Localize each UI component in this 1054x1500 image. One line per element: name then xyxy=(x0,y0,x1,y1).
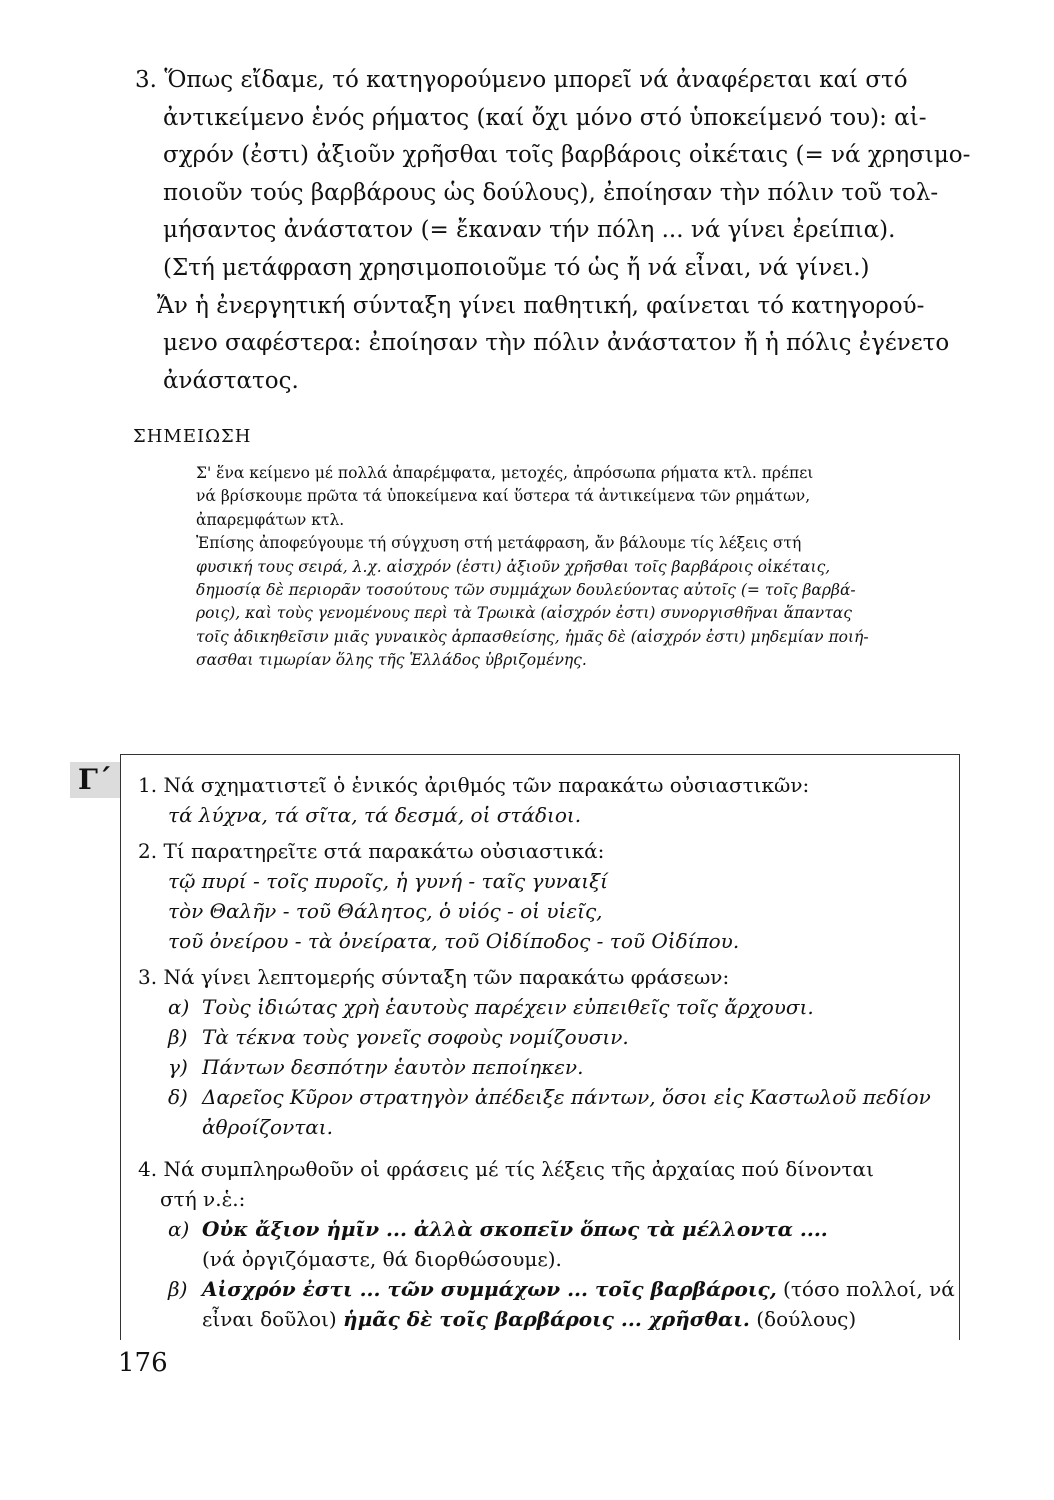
note-line: ροις), καὶ τοὺς γενομένους περὶ τὰ Τρωικὰ (αἰσχρόν ἐστι) συνοργισθῆναι ἅπαντας xyxy=(196,604,852,623)
exercise-title: 2. Τί παρατηρεῖτε στά παρακάτω οὐσιαστικά: xyxy=(138,839,605,863)
exercise-4 xyxy=(138,1154,955,1334)
exercise-title: 3. Νά γίνει λεπτομερής σύνταξη τῶν παρακάτω φράσεων: xyxy=(138,965,730,989)
item-label: α) xyxy=(168,1217,190,1241)
item-continuation: (νά ὀργιζόμαστε, θά διορθώσουμε). xyxy=(202,1247,562,1271)
text-line: μήσαντος ἀνάστατον (= ἔκαναν τήν πόλη ... νά γίνει ἐρείπια). xyxy=(163,217,896,244)
page-number: 176 xyxy=(118,1348,168,1378)
exercise-item xyxy=(138,1022,938,1052)
item-text: Πάντων δεσπότην ἑαυτὸν πεποίηκεν. xyxy=(202,1055,584,1079)
item-text: Τὰ τέκνα τοὺς γονεῖς σοφοὺς νομίζουσιν. xyxy=(202,1025,629,1049)
exercise-item xyxy=(138,1082,938,1112)
note-body xyxy=(196,462,976,673)
item-hint: (δούλους) xyxy=(756,1307,857,1331)
exercise-line: τά λύχνα, τά σῖτα, τά δεσμά, οἱ στάδιοι. xyxy=(168,803,582,827)
note-heading: ΣΗΜΕΙΩΣΗ xyxy=(133,426,252,447)
text-line: ἀντικείμενο ἑνός ρήματος (καί ὄχι μόνο στό ὑποκείμενό του): αἰ- xyxy=(163,104,927,131)
item-label: β) xyxy=(168,1277,188,1301)
item-hint: εἶναι δοῦλοι) xyxy=(202,1307,337,1331)
note-line: δημοσίᾳ δὲ περιορᾶν τοσούτους τῶν συμμάχων δουλεύοντας αὐτοῖς (= τοῖς βαρβά- xyxy=(196,581,856,600)
item-continuation: ἀθροίζονται. xyxy=(202,1115,333,1139)
item-label: γ) xyxy=(168,1055,188,1079)
item-continuation xyxy=(138,1304,938,1334)
text-line: Ἄν ἡ ἐνεργητική σύνταξη γίνει παθητική, φαίνεται τό κατηγορού- xyxy=(157,292,925,319)
note-line: νά βρίσκουμε πρῶτα τά ὑποκείμενα καί ὕστερα τά ἀντικείμενα τῶν ρημάτων, xyxy=(196,487,811,506)
exercise-title-cont: στή ν.ἑ.: xyxy=(160,1187,246,1211)
item-text: Οὐκ ἄξιον ἡμῖν ... ἀλλὰ σκοπεῖν ὅπως τὰ μέλλοντα .... xyxy=(202,1217,828,1241)
text-line: (Στή μετάφραση χρησιμοποιοῦμε τό ὡς ἤ νά εἶναι, νά γίνει.) xyxy=(163,254,870,281)
exercise-line: τὸν Θαλῆν - τοῦ Θάλητος, ὁ υἱός - οἱ υἱεῖς, xyxy=(168,899,603,923)
exercises-list xyxy=(138,764,955,1334)
note-line: τοῖς ἀδικηθεῖσιν μιᾶς γυναικὸς ἁρπασθείσης, ἡμᾶς δὲ (αἰσχρόν ἐστι) μηδεμίαν ποιή- xyxy=(196,627,869,646)
section-gamma-label: Γ΄ xyxy=(70,762,120,798)
item-label: δ) xyxy=(168,1085,188,1109)
item-text: Τοὺς ἰδιώτας χρὴ ἑαυτοὺς παρέχειν εὐπειθεῖς τοῖς ἄρχουσι. xyxy=(202,995,814,1019)
note-line: Ἐπίσης ἀποφεύγουμε τή σύγχυση στή μετάφραση, ἄν βάλουμε τίς λέξεις στή xyxy=(196,534,802,553)
text-line: ἀνάστατος. xyxy=(163,367,299,394)
exercise-item xyxy=(138,992,938,1022)
item-text: Δαρεῖος Κῦρον στρατηγὸν ἀπέδειξε πάντων, ὅσοι εἰς Καστωλοῦ πεδίον xyxy=(202,1085,931,1109)
exercise-line: τοῦ ὀνείρου - τὰ ὀνείρατα, τοῦ Οἰδίποδος - τοῦ Οἰδίπου. xyxy=(168,929,740,953)
note-line: φυσική τους σειρά, λ.χ. αἰσχρόν (ἐστι) ἀξιοῦν χρῆσθαι τοῖς βαρβάροις οἰκέταις, xyxy=(196,557,831,576)
text-line: σχρόν (ἐστι) ἀξιοῦν χρῆσθαι τοῖς βαρβάροις οἰκέταις (= νά χρησιμο- xyxy=(163,142,971,169)
note-line: Σ' ἕνα κείμενο μέ πολλά ἀπαρέμφατα, μετοχές, ἀπρόσωπα ρήματα κτλ. πρέπει xyxy=(196,464,814,482)
text-line: 3. Ὅπως εἴδαμε, τό κατηγορούμενο μπορεῖ νά ἀναφέρεται καί στό xyxy=(135,67,908,93)
item-text: ἡμᾶς δὲ τοῖς βαρβάροις ... χρῆσθαι. xyxy=(343,1307,750,1331)
exercise-title: 4. Νά συμπληρωθοῦν οἱ φράσεις μέ τίς λέξεις τῆς ἀρχαίας πού δίνονται xyxy=(138,1157,874,1181)
note-line: σασθαι τιμωρίαν ὅλης τῆς Ἑλλάδος ὑβριζομένης. xyxy=(196,651,587,670)
exercise-item xyxy=(138,1274,955,1304)
item-hint: (τόσο πολλοί, νά xyxy=(783,1277,955,1301)
item-text: Αἰσχρόν ἐστι ... τῶν συμμάχων ... τοῖς βαρβάροις, xyxy=(202,1277,777,1301)
section-3-paragraph xyxy=(135,62,985,400)
exercise-2 xyxy=(138,836,938,956)
exercise-title: 1. Νά σχηματιστεῖ ὁ ἑνικός ἀριθμός τῶν παρακάτω οὐσιαστικῶν: xyxy=(138,773,810,797)
exercise-item xyxy=(138,1214,938,1244)
item-label: α) xyxy=(168,995,190,1019)
note-line: ἀπαρεμφάτων κτλ. xyxy=(196,510,345,529)
exercise-1 xyxy=(138,770,938,830)
text-line: ποιοῦν τούς βαρβάρους ὡς δούλους), ἐποίησαν τὴν πόλιν τοῦ τολ- xyxy=(163,179,939,206)
exercise-item xyxy=(138,1052,938,1082)
exercise-3 xyxy=(138,962,938,1142)
exercise-line: τῷ πυρί - τοῖς πυροῖς, ἡ γυνή - ταῖς γυναιξί xyxy=(168,869,608,893)
item-label: β) xyxy=(168,1025,188,1049)
text-line: μενο σαφέστερα: ἐποίησαν τὴν πόλιν ἀνάστατον ἤ ἡ πόλις ἐγένετο xyxy=(163,330,950,357)
